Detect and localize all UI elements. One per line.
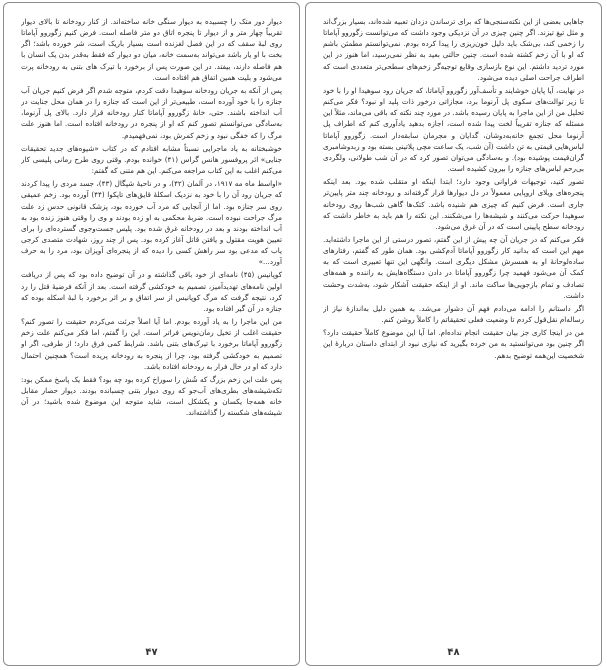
right-page [305, 2, 602, 666]
paragraph: در نهایت، آیا پایان خوشایند و تأسف‌آور زگوروو آپاماتا، که جریان رود سوهیدا او را با خود تا زیر توالت‌های سکوی پل آرنوما برد، مجازاتی درخور ذات پلید او نبود؟ فکر می‌کنم تحلیل من از این ماجرا به پایان رسیده باشد. در مورد چند نکته که باقی می‌ماند، مثلاً این مسئله که جنازه تقریباً لخت پیدا شده است، اجازه بدهید یادآوری کنم که اطراف پل آرنوما محل تجمع خانه‌به‌دوشان، گدایان و مجرمان سابقه‌دار است. زگوروو آپاماتا لباس‌هایی قیمتی به تن داشت (آن شب، یک ساعت مچی پلاتینی بسته بود و ربدوشامبری گران‌قیمت پوشیده بود). و به‌سادگی می‌توان تصور کرد که در آن شب طولانی، ولگردی بی‌رحم لباس‌های جنازه را بیرون کشیده است. [323, 85, 584, 174]
paragraph: جاهایی بعضی از این نکته‌سنجی‌ها که برای ترساندن دزدان تعبیه شده‌اند، بسیار بزرگ‌اند و مثل تیغ تیزند. اگر چنین چیزی در آن نزدیکی وجود داشت که می‌توانست زگوروو آپاماتا را زخمی کند، بی‌شک باید دلیل خون‌ریزی را پیدا کرده بودم. نمی‌توانستم مطمئن باشم که او با آن زخم کشته شده است. چنین حالتی بعید به نظر نمی‌رسید، اما هنوز در این مورد تردید داشتم. این نوع بازسازی وقایع توجیه‌گر زخم‌های سطحی‌تر متعددی است که اطراف جراحت اصلی دیده می‌شود. [323, 17, 584, 82]
paragraph: خوشبختانه به یاد ماجرایی نسبتاً مشابه افتادم که در کتاب «شیوه‌های جدید تحقیقات جنایی» اثر پروفسور هانس گراس (۴۱) خوانده بودم. وقتی روی طرح رمانی پلیسی کار می‌کنم اغلب به این کتاب مراجعه می‌کنم. این هم متنی که گفتم: [21, 143, 282, 176]
left-page [3, 2, 300, 666]
page-number: ۴۷ [145, 647, 158, 658]
left-page-text [21, 16, 282, 637]
paragraph: دیوار دور متک را چسبیده به دیوار سنگی خانه ساخته‌اند. از کنار رودخانه تا بالای دیوار تقریباً چهار متر و از دیوار تا پنجره اتاق دو متر فاصله است. فرض کنیم زگوروو آپاماتا روی لبهٔ سقف که در این فصل لغزنده است بسیار باریک است، شر خورده باشد؛ اگر بخت با او یار باشد می‌تواند به‌سمت خانه، میان دو دیوار که فقط به‌قدر بدن یک انسان با هم فاصله دارند، بیفتد. در این صورت پس از برخورد با تیرک های بتنی به رودخانه پرت می‌شود و بلیت همین اتفاق هم افتاده است. [21, 17, 282, 82]
paragraph: من این ماجرا را به یاد آورده بودم. اما آیا اصلاً جرئت می‌کردم حقیقت را تصور کنم؟ حقیقت اغلب از تخیل رمان‌نویس فراتر است. این را گفتم، اما فکر می‌کنم علت زخم زگوروو آپاماتا برخورد با تیرک‌های بتنی باشد. شرایط کمی فرق دارد؛ از طرفی، اگر او تصمیم به خودکشی گرفته بود، چرا از پنجره به رودخانه پریده است؟ همچنین احتمال دارد که او در حال فرار به رودخانه افتاده باشد. [21, 317, 282, 371]
paragraph: کوپانیس (۴۵) نامه‌ای از خود باقی گذاشته و در آن توضیح داده بود که پس از دریافت اولین نامه‌های تهدیدآمیز، تصمیم به خودکشی گرفته است. بعد از آنکه فرضیهٔ قتل را رد کرد، نتیجه گرفت که مرگ کوپانیس از سر اتفاق و بر اثر برخورد با لبهٔ اسکله بوده که جنازه در آن گیر افتاده بود. [21, 270, 282, 313]
paragraph: من در اینجا کاری جز بیان حقیقت انجام نداده‌ام. اما آیا این موضوع کاملاً حقیقت دارد؟ اگر چنین بود می‌توانستید به من خرده بگیرید که نیازی نبود از ابتدای داستان دربارهٔ این شخصیت این‌همه توضیح بدهم. [323, 328, 584, 360]
right-page-text [323, 16, 584, 637]
page-number: ۴۸ [447, 647, 460, 658]
paragraph: اگر داستانم را ادامه می‌دادم فهم آن دشوار می‌شد. به همین دلیل به‌اندازهٔ نیاز از رساله‌ام نقل‌قول کردم تا وضعیت فعلی تحقیقاتم را کاملاً روشن کنم. [323, 303, 584, 325]
paragraph: تصور کنید، توجیهات فراوانی وجود دارد؛ ابتدا اینکه او متقلب شده بود. بعد اینکه پنجره‌های ویلای اروپایی معمولاً در دل دیوارها قرار گرفته‌اند و رودخانه چند متر پایین‌تر جاری است. فرض کنیم که چیزی هم شنیده باشد. کتک‌ها گاهی شب‌ها روی رودخانه سوهیدا حرکت می‌کنند و شیشه‌ها را می‌شکنند. این نکته را هم باید به خاطر داشت که رودخانه سطح پایینی است که در آن غرق می‌شود. [323, 177, 584, 231]
paragraph: فکر می‌کنم که در جریان آن چه پیش از این گفتم، تصور درستی از این ماجرا داشته‌اید. مهم این است که بدانید کار زگوروو آپاماتا آدم‌کشی بود. همان طور که گفتم، رفتارهای ساده‌لوحانهٔ او به همسرش مشکل دیگری است. وانگهی این تنها تعبیری است که به کمک آن می‌شود فهمید چرا زگوروو آپاماتا در دادن دستگاه‌هایش به راننده و همه‌های تصادف و تمام بازجویی‌ها ساکت ماند. او از اینکه حقیقت آشکار شود، به‌شدت وحشت داشت. [323, 234, 584, 300]
paragraph: پس علت این زخم بزرگ که شُش را سوراخ کرده بود چه بود؟ فقط یک پاسخ ممکن بود: تکه‌شیشه‌های بطری‌های آب‌جو که روی دیوار بتنی چسبانده بودند. دیوار حصار مقابل خانه همه‌جا یکسان و یکشکل است، شاید متوجه این موضوع شده باشید؛ در آن شیشه‌های شکسته را گذاشته‌اند. [21, 374, 282, 418]
paragraph: «اواسط ماه مه ۱۹۱۷، در آلمان (۴۲)، و در ناحیهٔ شپگال (۴۳)، جسد مردی را پیدا کردند که جریان رود آن را با خود به نزدیک اسکلهٔ قایق‌های تاپکوا (۴۴) آورده بود. زخم عمیقی روی سر جنازه بود. اما از آنجایی که مرد آب خورده بود، پزشک قانونی حدس زد علت مرگ جراحت نبوده است. ضربهٔ محکمی به او زده بودند و وی را وقتی هنوز زنده بود به آب انداخته بودند و بعد در رودخانه غرق شده بود. پلیس جست‌وجوی گسترده‌ای را برای تعیین هویت مقتول و یافتن قاتل آغاز کرده بود. پس از چند روز، شهادت متصدی کرجی یاب که مدعی بود سر راهش کسی را دیده که از پنجره‌ای آویزان بود، مرد را به حرف آورد...» [21, 179, 282, 267]
paragraph: پس از آنکه به جریان رودخانه سوهیدا دقت کردم، متوجه شدم اگر فرض کنیم جریان آب جنازه را با خود آورده است، طبیعی‌تر از این است که جنازه را در همان محل جنایت در آب انداخته باشند. حتی، خانهٔ زگوروو آپاماتا کنار رودخانه قرار دارد. بالای پل آرنوما، به‌سادگی می‌توانستم تصور کنم که او از پنجره در رودخانه افتاده است. اما هنوز علت مرگ را که خفگی نبود و زخم کمرش بود، نمی‌فهمیدم. [21, 85, 282, 140]
